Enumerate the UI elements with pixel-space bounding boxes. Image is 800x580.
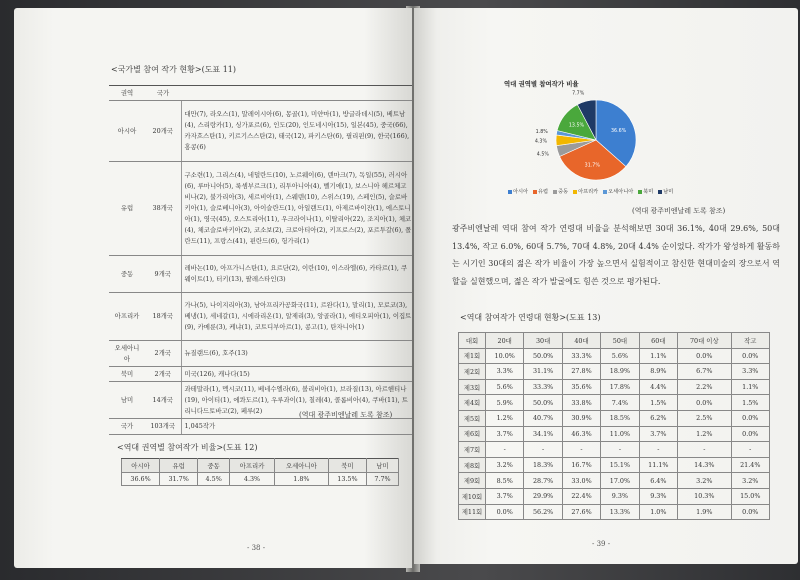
edition-cell: 제4회 — [459, 395, 486, 411]
pie-data-label: 31.7% — [584, 163, 600, 169]
table-row — [459, 364, 770, 380]
country-participation-table — [109, 85, 412, 435]
table-row — [459, 473, 770, 489]
percent-cell: 1.1% — [731, 379, 769, 395]
percent-cell: 1.5% — [731, 395, 769, 411]
table11-source: (역대 광주비엔날레 도록 참조) — [299, 411, 393, 419]
percent-cell: 33.0% — [562, 473, 600, 489]
percent-cell: 50.0% — [524, 395, 562, 411]
table13-caption: <역대 참여작가 연령대 현황>(도표 13) — [460, 313, 601, 322]
table-row — [109, 367, 412, 382]
percent-cell: - — [639, 442, 677, 458]
header-asia: 아시아 — [122, 459, 160, 473]
percent-cell: 1.5% — [639, 395, 677, 411]
percent-cell: 3.3% — [731, 364, 769, 380]
countries-cell: 가나(5), 나이지리아(3), 남아프리카공화국(11), 르완다(1), 말리(1), 모로코(3), 베냉(1), 세네갈(1), 시에라리온(1), 알제리(3), 앙골라(1), 에티오피아(1), 이집트(9), 카메룬(3), 케냐(1), 코트디부아르(1), 콩고(1), 탄자니아(1) — [181, 293, 412, 341]
header-50s: 50대 — [601, 333, 639, 349]
legend-item — [573, 188, 598, 195]
percent-cell: 0.0% — [678, 395, 732, 411]
count-cell: 18개국 — [145, 293, 181, 341]
percent-cell: 3.3% — [486, 364, 524, 380]
percent-cell: 34.1% — [524, 426, 562, 442]
percent-cell: 33.8% — [562, 395, 600, 411]
chart-source: (역대 광주비엔날레 도록 참조) — [632, 207, 726, 215]
percent-cell: 46.3% — [562, 426, 600, 442]
percent-cell: 0.0% — [678, 348, 732, 364]
table-row — [459, 504, 770, 520]
legend-item — [508, 188, 528, 195]
percent-cell: 3.7% — [639, 426, 677, 442]
legend-swatch — [533, 190, 537, 194]
value-cell: 1.8% — [274, 473, 328, 486]
count-cell: 38개국 — [145, 162, 181, 256]
legend-swatch — [553, 190, 557, 194]
edition-cell: 제7회 — [459, 442, 486, 458]
percent-cell: 0.0% — [731, 504, 769, 520]
percent-cell: 1.2% — [678, 426, 732, 442]
header-country: 국가 — [145, 86, 181, 101]
percent-cell: 5.6% — [601, 348, 639, 364]
percent-cell: 35.6% — [562, 379, 600, 395]
percent-cell: 1.1% — [639, 348, 677, 364]
region-cell: 아프리카 — [109, 293, 145, 341]
legend-item — [553, 188, 568, 195]
percent-cell: 6.4% — [639, 473, 677, 489]
percent-cell: 3.2% — [731, 473, 769, 489]
percent-cell: 27.6% — [562, 504, 600, 520]
count-cell: 14개국 — [145, 382, 181, 419]
value-cell: 4.3% — [230, 473, 275, 486]
table-row — [122, 473, 399, 486]
countries-cell: 레바논(10), 아프가니스탄(1), 요르단(2), 이란(10), 이스라엘(6), 카타르(1), 쿠웨이트(1), 터키(13), 팔레스타인(3) — [181, 256, 412, 293]
table11-caption: <국가별 참여 작가 현황>(도표 11) — [111, 65, 237, 74]
count-cell: 103개국 — [145, 419, 181, 435]
count-cell: 9개국 — [145, 256, 181, 293]
percent-cell: 6.2% — [639, 410, 677, 426]
chart-legend — [508, 188, 673, 195]
legend-label: 중동 — [558, 189, 569, 195]
percent-cell: 7.4% — [601, 395, 639, 411]
table-row — [109, 419, 412, 435]
table-row — [109, 293, 412, 341]
edition-cell: 제8회 — [459, 457, 486, 473]
header-40s: 40대 — [562, 333, 600, 349]
table12-caption: <역대 권역별 참여작가 비율>(도표 12) — [117, 443, 258, 452]
count-cell: 2개국 — [145, 341, 181, 367]
percent-cell: 5.6% — [486, 379, 524, 395]
percent-cell: 9.3% — [601, 488, 639, 504]
table-row — [109, 162, 412, 256]
header-60s: 60대 — [639, 333, 677, 349]
percent-cell: 17.8% — [601, 379, 639, 395]
table-row — [109, 341, 412, 367]
table-header-row — [122, 459, 399, 473]
percent-cell: - — [486, 442, 524, 458]
percent-cell: 21.4% — [731, 457, 769, 473]
legend-swatch — [658, 190, 662, 194]
percent-cell: 11.0% — [601, 426, 639, 442]
legend-swatch — [508, 190, 512, 194]
percent-cell: 18.3% — [524, 457, 562, 473]
count-cell: 20개국 — [145, 101, 181, 162]
value-cell: 31.7% — [160, 473, 198, 486]
table-header-row — [109, 86, 412, 101]
percent-cell: 16.7% — [562, 457, 600, 473]
region-cell: 남미 — [109, 382, 145, 419]
percent-cell: 1.2% — [486, 410, 524, 426]
edition-cell: 제2회 — [459, 364, 486, 380]
header-oceania: 오세아니아 — [274, 459, 328, 473]
percent-cell: - — [524, 442, 562, 458]
table-row — [459, 348, 770, 364]
legend-item — [533, 188, 548, 195]
percent-cell: 13.3% — [601, 504, 639, 520]
pie-data-label: 4.5% — [536, 152, 549, 158]
region-cell: 중동 — [109, 256, 145, 293]
countries-cell: 과테말라(1), 멕시코(11), 베네수엘라(6), 볼리비아(1), 브라질(13), 아르헨티나(19), 아이티(1), 에콰도르(1), 우루과이(1), 칠레(4), 콜롬비아(4), 쿠바(11), 트리니다드토바고(2), 페루(2) — [181, 382, 412, 419]
pie-data-label: 4.3% — [534, 139, 548, 145]
edition-cell: 제1회 — [459, 348, 486, 364]
table-row — [109, 256, 412, 293]
legend-label: 북미 — [643, 189, 654, 195]
table-header-row — [459, 333, 770, 349]
percent-cell: 11.1% — [639, 457, 677, 473]
percent-cell: 9.3% — [639, 488, 677, 504]
header-africa: 아프리카 — [230, 459, 275, 473]
header-south-america: 남미 — [366, 459, 398, 473]
pie-data-label: 36.6% — [610, 128, 627, 134]
header-north-america: 북미 — [328, 459, 366, 473]
percent-cell: 10.3% — [678, 488, 732, 504]
percent-cell: - — [601, 442, 639, 458]
percent-cell: 0.0% — [731, 426, 769, 442]
age-distribution-table — [458, 332, 770, 520]
percent-cell: 30.9% — [562, 410, 600, 426]
percent-cell: 18.9% — [601, 364, 639, 380]
percent-cell: 1.0% — [639, 504, 677, 520]
percent-cell: 3.7% — [486, 488, 524, 504]
legend-label: 남미 — [663, 189, 674, 195]
percent-cell: 29.9% — [524, 488, 562, 504]
analysis-paragraph: 광주비엔날레 역대 참여 작가 연령대 비율을 분석해보면 30대 36.1%, 40대 29.6%, 50대 13.4%, 작고 6.0%, 60대 5.7%, 70대 4.8%, 20대 4.4% 순이었다. 작가가 왕성하게 활동하는 시기인 30대의 젊은 작가 비율이 가장 높으면서 실험적이고 참신한 현대미술의 장으로서 역할을 실현했으며, 젊은 작가 발굴에도 힘쓴 것으로 평가된다. — [452, 224, 780, 286]
pie-data-label: 13.5% — [568, 123, 585, 129]
legend-label: 아시아 — [513, 189, 529, 195]
countries-cell: 대만(7), 라오스(1), 말레이시아(6), 몽골(1), 미얀마(1), 방글라데시(5), 베트남(4), 스리랑카(1), 싱가포르(6), 인도(20), 인도네시아(15), 일본(45), 중국(66), 카자흐스탄(1), 키르기스스탄(2), 태국(12), 파키스탄(6), 필리핀(9), 한국(166), 홍콩(6) — [181, 101, 412, 162]
edition-cell: 제6회 — [459, 426, 486, 442]
age-table-body — [459, 348, 770, 520]
legend-label: 아프리카 — [578, 189, 599, 195]
pie-data-label: 7.7% — [572, 91, 585, 97]
percent-cell: 3.2% — [486, 457, 524, 473]
header-region: 권역 — [109, 86, 145, 101]
count-cell: 2개국 — [145, 367, 181, 382]
percent-cell: 8.5% — [486, 473, 524, 489]
percent-cell: 31.1% — [524, 364, 562, 380]
header-edition: 대회 — [459, 333, 486, 349]
page-number-right: - 39 - — [592, 540, 611, 548]
percent-cell: 40.7% — [524, 410, 562, 426]
countries-cell: 1,045작가 — [181, 419, 412, 435]
percent-cell: 5.9% — [486, 395, 524, 411]
percent-cell: 8.9% — [639, 364, 677, 380]
region-cell: 국가 — [109, 419, 145, 435]
header-deceased: 작고 — [731, 333, 769, 349]
percent-cell: 1.9% — [678, 504, 732, 520]
percent-cell: 18.5% — [601, 410, 639, 426]
header-70s-plus: 70대 이상 — [678, 333, 732, 349]
percent-cell: 15.0% — [731, 488, 769, 504]
left-page — [14, 8, 412, 568]
percent-cell: 15.1% — [601, 457, 639, 473]
percent-cell: 10.0% — [486, 348, 524, 364]
percent-cell: 0.0% — [731, 410, 769, 426]
region-ratio-table — [121, 458, 399, 486]
legend-label: 유럽 — [538, 189, 549, 195]
percent-cell: 22.4% — [562, 488, 600, 504]
legend-swatch — [638, 190, 642, 194]
table-row — [459, 379, 770, 395]
edition-cell: 제9회 — [459, 473, 486, 489]
percent-cell: 2.2% — [678, 379, 732, 395]
table-row — [459, 442, 770, 458]
table-row — [459, 410, 770, 426]
region-cell: 오세아니아 — [109, 341, 145, 367]
percent-cell: 17.0% — [601, 473, 639, 489]
table-row — [459, 426, 770, 442]
legend-swatch — [573, 190, 577, 194]
countries-cell: 뉴질랜드(6), 호주(13) — [181, 341, 412, 367]
header-middle-east: 중동 — [198, 459, 230, 473]
legend-swatch — [603, 190, 607, 194]
header-europe: 유럽 — [160, 459, 198, 473]
right-page — [414, 8, 798, 564]
header-20s: 20대 — [486, 333, 524, 349]
legend-item — [658, 188, 673, 195]
table-row — [109, 101, 412, 162]
percent-cell: 2.5% — [678, 410, 732, 426]
percent-cell: 3.2% — [678, 473, 732, 489]
value-cell: 7.7% — [366, 473, 398, 486]
countries-cell: 구소련(1), 그리스(4), 네덜란드(10), 노르웨이(6), 덴마크(7), 독일(55), 러시아(6), 루마니아(5), 룩셈부르크(1), 리투아니아(4), 벨기에(1), 보스니아 헤르체고비나(2), 불가리아(3), 세르비아(1), 스웨덴(10), 스위스(19), 스페인(5), 슬로바키아(1), 슬로베니아(3), 아이슬란드(1), 아일랜드(1), 아제르바이잔(1), 에스토니아(1), 영국(45), 오스트리아(11), 우크라이나(1), 이탈리아(22), 조지아(1), 체코(4), 체코슬로바키아(2), 코소보(2), 크로아티아(2), 키프로스(2), 포르투갈(6), 폴란드(11), 프랑스(41), 핀란드(6), 헝가리(1) — [181, 162, 412, 256]
percent-cell: 14.3% — [678, 457, 732, 473]
edition-cell: 제10회 — [459, 488, 486, 504]
percent-cell: 50.0% — [524, 348, 562, 364]
percent-cell: 33.3% — [524, 379, 562, 395]
header-list — [181, 86, 412, 101]
legend-label: 오세아니아 — [608, 189, 634, 195]
page-number-left: - 38 - — [247, 544, 266, 552]
pie-data-label: 1.8% — [535, 130, 548, 136]
legend-item — [638, 188, 653, 195]
percent-cell: 3.7% — [486, 426, 524, 442]
percent-cell: 56.2% — [524, 504, 562, 520]
value-cell: 4.5% — [198, 473, 230, 486]
percent-cell: 6.7% — [678, 364, 732, 380]
percent-cell: - — [562, 442, 600, 458]
percent-cell: 33.3% — [562, 348, 600, 364]
region-cell: 아시아 — [109, 101, 145, 162]
percent-cell: - — [731, 442, 769, 458]
region-cell: 북미 — [109, 367, 145, 382]
table-row — [459, 457, 770, 473]
value-cell: 13.5% — [328, 473, 366, 486]
percent-cell: 27.8% — [562, 364, 600, 380]
countries-cell: 미국(126), 캐나다(15) — [181, 367, 412, 382]
percent-cell: 4.4% — [639, 379, 677, 395]
region-cell: 유럽 — [109, 162, 145, 256]
percent-cell: 0.0% — [486, 504, 524, 520]
percent-cell: - — [678, 442, 732, 458]
table-row — [459, 488, 770, 504]
header-30s: 30대 — [524, 333, 562, 349]
legend-item — [603, 188, 633, 195]
edition-cell: 제5회 — [459, 410, 486, 426]
table-row — [459, 395, 770, 411]
value-cell: 36.6% — [122, 473, 160, 486]
chart-title: 역대 권역별 참여작가 비율 — [504, 80, 579, 88]
percent-cell: 0.0% — [731, 348, 769, 364]
edition-cell: 제11회 — [459, 504, 486, 520]
percent-cell: 28.7% — [524, 473, 562, 489]
edition-cell: 제3회 — [459, 379, 486, 395]
